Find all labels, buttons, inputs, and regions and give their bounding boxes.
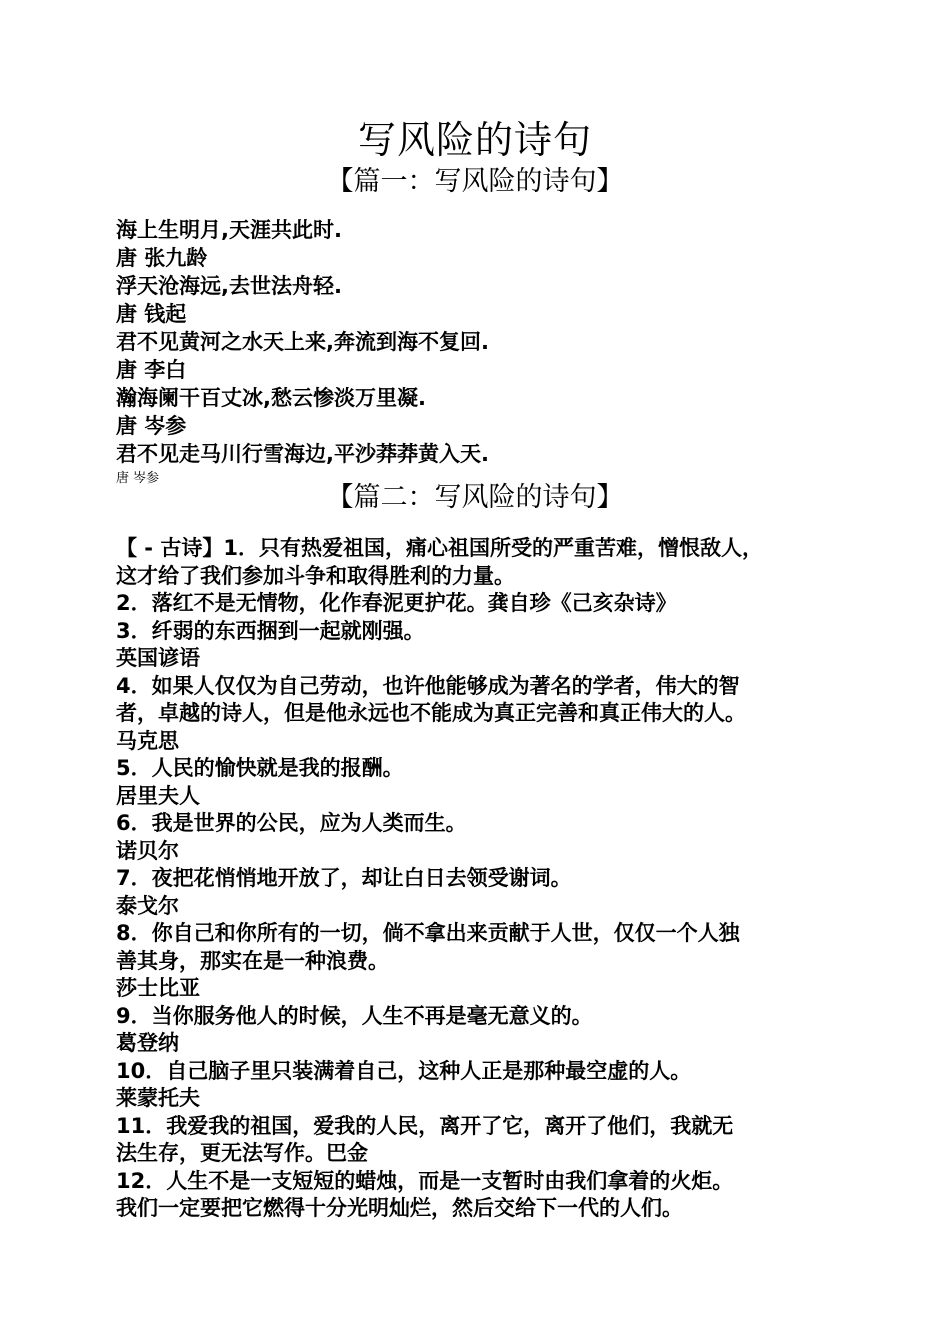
quote-author: 泰戈尔 <box>116 893 179 918</box>
quote-line: 我们一定要把它燃得十分光明灿烂，然后交给下一代的人们。 <box>116 1196 683 1220</box>
quote-author: 诺贝尔 <box>116 838 179 863</box>
quote-line: 10．自己脑子里只装满着自己，这种人正是那种最空虚的人。 <box>116 1058 692 1083</box>
quote-author: 莎士比亚 <box>116 976 200 1000</box>
poem-line: 君不见黄河之水天上来,奔流到海不复回. <box>116 330 489 354</box>
quote-line: 9．当你服务他人的时候，人生不再是毫无意义的。 <box>116 1003 593 1028</box>
quote-author: 莱蒙托夫 <box>116 1086 200 1110</box>
section-heading-1: 【篇一：写风险的诗句】 <box>326 166 624 197</box>
quote-author: 英国谚语 <box>116 646 200 670</box>
quote-line: 善其身，那实在是一种浪费。 <box>116 948 389 973</box>
quote-line: 3．纤弱的东西捆到一起就刚强。 <box>116 618 425 643</box>
quote-line: 【 - 古诗】1．只有热爱祖国，痛心祖国所受的严重苦难，憎恨敌人， <box>116 536 763 560</box>
quote-line: 5．人民的愉快就是我的报酬。 <box>116 756 404 780</box>
quote-line: 这才给了我们参加斗争和取得胜利的力量。 <box>116 563 515 588</box>
poem-line: 海上生明月,天涯共此时. <box>116 218 342 242</box>
quote-line: 7．夜把花悄悄地开放了，却让白日去领受谢词。 <box>116 866 572 890</box>
section-heading-2: 【篇二：写风险的诗句】 <box>326 482 624 513</box>
quote-line: 6．我是世界的公民，应为人类而生。 <box>116 811 467 835</box>
quote-line: 者，卓越的诗人，但是他永远也不能成为真正完善和真正伟大的人。 <box>116 701 746 725</box>
quote-author: 葛登纳 <box>116 1031 179 1055</box>
section-1-body <box>116 216 876 488</box>
quote-line: 4．如果人仅仅为自己劳动，也许他能够成为著名的学者，伟大的智 <box>116 673 740 698</box>
section-2-body <box>116 535 841 1223</box>
poem-author: 唐 张九龄 <box>116 246 208 270</box>
poem-line: 浮天沧海远,去世法舟轻. <box>116 274 342 298</box>
poem-author: 唐 岑参 <box>116 414 187 438</box>
page-title: 写风险的诗句 <box>357 118 592 162</box>
poem-author: 唐 钱起 <box>116 302 187 326</box>
poem-line: 瀚海阑干百丈冰,愁云惨淡万里凝. <box>116 386 426 410</box>
poem-line: 君不见走马川行雪海边,平沙莽莽黄入天. <box>116 442 489 466</box>
quote-author: 马克思 <box>116 728 179 753</box>
quote-line: 8．你自己和你所有的一切，倘不拿出来贡献于人世，仅仅一个人独 <box>116 921 740 945</box>
poem-author: 唐 李白 <box>116 358 187 382</box>
quote-line: 2．落红不是无情物，化作春泥更护花。龚自珍《己亥杂诗》 <box>116 591 677 615</box>
quote-line: 12．人生不是一支短短的蜡烛，而是一支暂时由我们拿着的火炬。 <box>116 1168 734 1193</box>
poem-author-small: 唐 岑参 <box>116 471 160 486</box>
quote-line: 11．我爱我的祖国，爱我的人民，离开了它，离开了他们，我就无 <box>116 1113 734 1138</box>
quote-line: 法生存，更无法写作。巴金 <box>116 1141 368 1165</box>
quote-author: 居里夫人 <box>116 783 200 808</box>
